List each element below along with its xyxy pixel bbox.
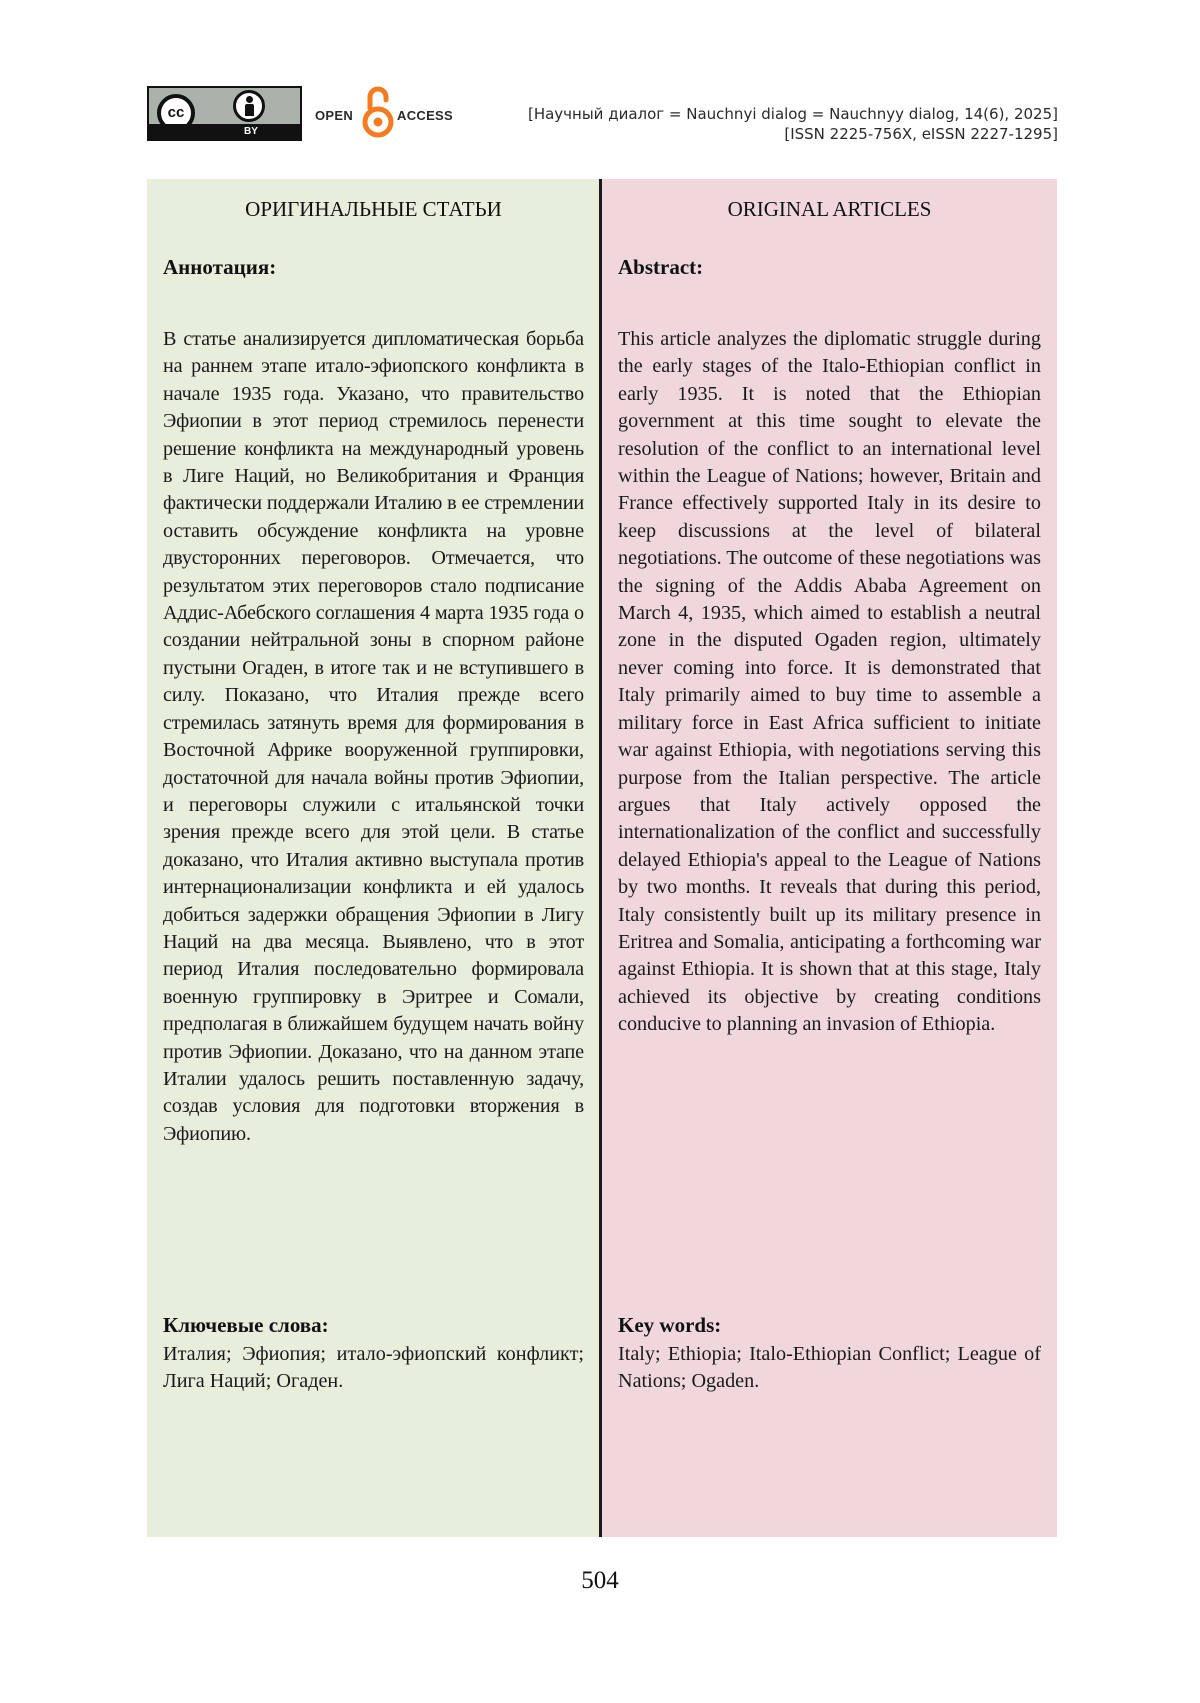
keywords-text-en: Italy; Ethiopia; Italo-Ethiopian Conflict; League of Nations; Ogaden.	[618, 1343, 1041, 1393]
abstract-label-en: Abstract:	[618, 255, 704, 279]
open-access-right-text: ACCESS	[397, 108, 453, 123]
column-heading-en: ORIGINAL ARTICLES	[727, 197, 932, 221]
keywords-label-ru: Ключевые слова:	[163, 1313, 329, 1337]
page-number: 504	[581, 1567, 619, 1594]
creative-commons-icon: cc	[157, 94, 195, 132]
license-strip	[149, 124, 300, 139]
keywords-label-en: Key words:	[618, 1313, 722, 1337]
keywords-text-ru: Италия; Эфиопия; итало-эфиопский конфликт; Лига Наций; Огаден.	[163, 1343, 584, 1393]
abstract-label-ru: Аннотация:	[163, 255, 277, 279]
english-column	[602, 179, 1057, 1537]
abstract-text-ru: В статье анализируется дипломатическая борьба на раннем этапе итало-эфиопского конфликта в начале 1935 года. Указано, что правительство Эфиопии в этот период стремилось перенести решение конфликта на международный уровень в Лиге Наций, но Великобритания и Франция фактически поддержали Италию в ее стремлении оставить обсуждение конфликта на уровне двусторонних переговоров. Отмечается, что результатом этих переговоров стало подписание Аддис-Абебского соглашения 4 марта 1935 года о создании нейтральной зоны в спорном районе пустыни Огаден, в итоге так и не вступившего в силу. Показано, что Италия прежде всего стремилась затянуть время для формирования в Восточной Африке вооруженной группировки, достаточной для начала войны против Эфиопии, и переговоры служили с итальянской точки зрения прежде всего для этой цели. В статье доказано, что Италия активно выступала против интернационализации конфликта и ей удалось добиться задержки обращения Эфиопии в Лигу Наций на два месяца. Выявлено, что в этот период Италия последовательно формировала военную группировку в Эритрее и Сомали, предполагая в ближайшем будущем начать войну против Эфиопии. Доказано, что на данном этапе Италии удалось решить поставленную задачу, создав условия для подготовки вторжения в Эфиопию.	[163, 328, 584, 1145]
journal-citation	[528, 104, 1058, 144]
issn-line: [ISSN 2225-756X, eISSN 2227-1295]	[784, 125, 1058, 143]
journal-title-line: [Научный диалог = Nauchnyi dialog = Nauchnyy dialog, 14(6), 2025]	[527, 105, 1058, 123]
abstract-text-en: This article analyzes the diplomatic struggle during the early stages of the Italo-Ethiopian conflict in early 1935. It is noted that the Ethiopian government at this time sought to elevate the resolution of the conflict to an international level within the League of Nations; however, Britain and France effectively supported Italy in its desire to keep discussions at the level of bilateral negotiations. The outcome of these negotiations was the signing of the Addis Ababa Agreement on March 4, 1935, which aimed to establish a neutral zone in the disputed Ogaden region, ultimately never coming into force. It is demonstrated that Italy primarily aimed to buy time to assemble a military force in East Africa sufficient to initiate war against Ethiopia, with negotiations serving this purpose from the Italian perspective. The article argues that Italy actively opposed the internationalization of the conflict and successfully delayed Ethiopia's appeal to the League of Nations by two months. It reveals that during this period, Italy consistently built up its military presence in Eritrea and Somalia, anticipating a forthcoming war against Ethiopia. It is shown that at this stage, Italy achieved its objective by creating conditions conducive to planning an invasion of Ethiopia.	[618, 328, 1041, 1036]
cc-by-license-badge	[147, 86, 302, 141]
russian-column	[147, 179, 600, 1537]
open-lock-icon	[361, 86, 395, 138]
open-access-logo	[315, 86, 455, 138]
column-heading-ru: ОРИГИНАЛЬНЫЕ СТАТЬИ	[245, 197, 502, 221]
attribution-person-icon	[233, 90, 265, 122]
open-access-left-text: OPEN	[315, 108, 354, 123]
by-label: BY	[244, 126, 258, 137]
